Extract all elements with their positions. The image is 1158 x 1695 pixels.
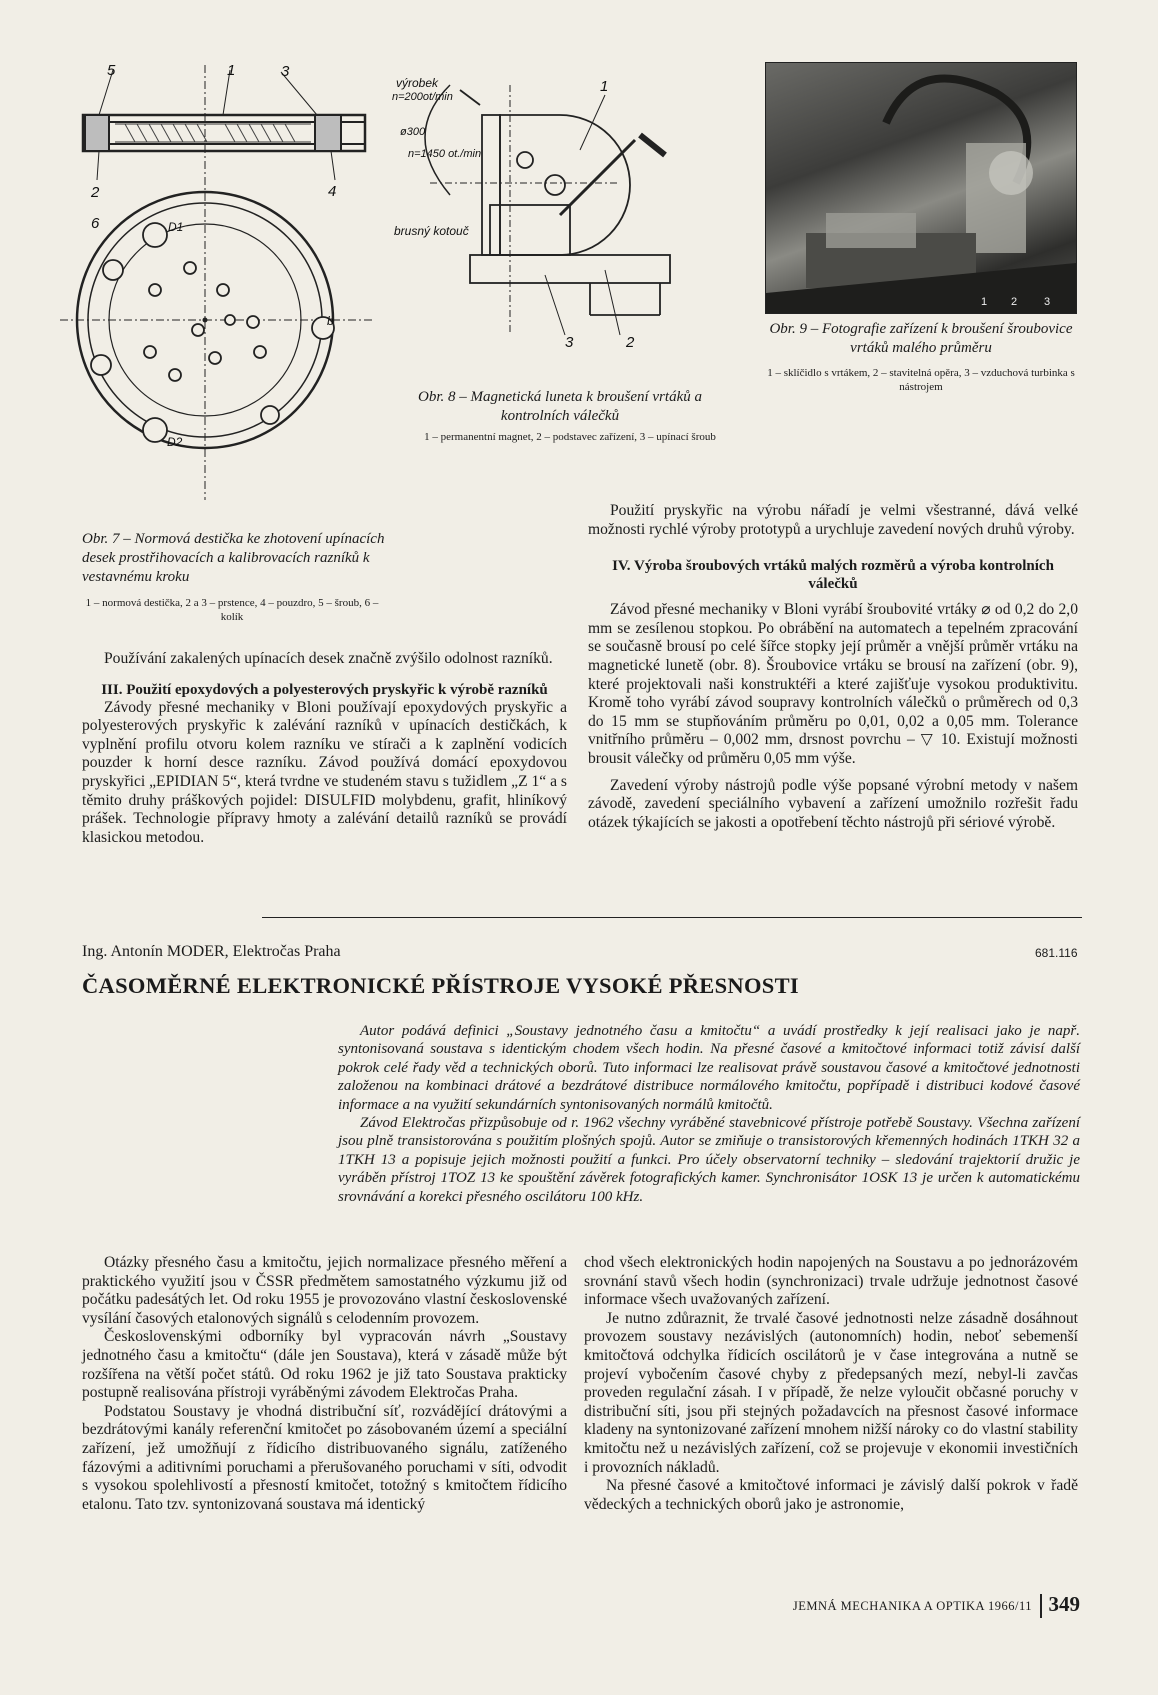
body-paragraph-2: Československými odborníky byl vypracován návrh „Soustavy jednotného času a kmitočtu“ (dále jen Soustava), která v zásadě může být rozšířena na větší počet států. Od roku 1962 je již tato Soustava prakticky postupně realisována přístroji vyráběnými závodem Elektročas Praha. [82, 1328, 567, 1402]
section-4-number: IV. [612, 558, 631, 575]
fig8-label-2: 2 [626, 334, 635, 351]
figure-7-drawing [55, 60, 390, 515]
section-4-title: Výroba šroubových vrtáků malých rozměrů a výroba kontrolních válečků [634, 558, 1054, 593]
footer-separator [1040, 1594, 1042, 1618]
abstract-paragraph-2: Závod Elektročas přizpůsobuje od r. 1962 všechny vyráběné stavebnicové přístroje potřebě Soustavy. Všechna zařízení jsou plně transistorována s použitím plošných spojů. Autor se zmiňuje o transistorových křemenných hodinách 1TKH 32 a 1TKH 13 a popisuje jejich možnosti použití a funkci. Pro účely observatorní techniky – sledování trajektorií družic je vyráběn přístroj 1TOZ 13 ke spouštění závěrek fotografických kamer. Synchronisátor 1OSK 13 je určen k automatickému srovnávání a korekci přesného oscilátoru 100 kHz. [338, 1115, 1080, 1205]
fig7-caption: Obr. 7 – Normová destička ke zhotovení upínacích desek prostřihovacích a kalibrovacích razníků k vestavnému kroku [82, 531, 385, 585]
article-column-right [584, 1254, 1078, 1514]
fig8-label-3: 3 [565, 334, 574, 351]
fig7-label-d1: D1 [168, 220, 184, 234]
body-paragraph-1: Otázky přesného času a kmitočtu, jejich normalizace přesného měření a praktického využití jsou v ČSSR předmětem samostatného výzkumu již od počátku padesátých let. Od roku 1955 je provozováno vlastní československé vysílání časových etalonových signálů s celodenním provozem. [82, 1254, 567, 1327]
article-udc: 681.116 [1035, 946, 1078, 960]
body-paragraph-6: Na přesné časové a kmitočtové informaci je závislý další pokrok v řadě vědeckých a technických oborů jako je astronomie, [584, 1477, 1078, 1513]
body-paragraph-5: Je nutno zdůraznit, že trvalé časové jednotnosti nelze zásadně dosáhnout provozem soustavy nezávislých (autonomních) hodin, neboť sebemenší kmitočtová odchylka řídicích oscilátorů je v čase integrována a nutně se projeví vybočením časové chyby z předepsaných mezí, nebyl-li zavčas proveden regulační zásah. I v případě, že nelze vyloučit občasné poruchy v distribuční síti, jsou při stejných požadavcích na přesnost časové informace kladeny na syntonizované zařízení mnohem nižší nároky co do vlastní stability kmitočtu než u nezávislých zařízení, což se projevuje v ekonomii investičních i provozních nákladů. [584, 1309, 1078, 1476]
fig7-legend: 1 – normová destička, 2 a 3 – prstence, 4 – pouzdro, 5 – šroub, 6 – kolík [85, 597, 379, 623]
figure-9-photo [765, 62, 1077, 314]
fig9-label-2: 2 [1011, 296, 1018, 308]
footer-journal: JEMNÁ MECHANIKA A OPTIKA 1966/11 [792, 1599, 1032, 1613]
page-number: 349 [1048, 1592, 1080, 1616]
figure-8-drawing [390, 75, 700, 375]
fig7-label-2: 2 [91, 184, 100, 201]
right-paragraph-2: Závod přesné mechaniky v Bloni vyrábí šroubovité vrtáky ⌀ od 0,2 do 2,0 mm se zesílenou stopkou. Po obrábění na automatech a tepelném zpracování se současně brousí po celé šířce stopky její průměr a vnější průměr vrtáku na magnetické lunetě (obr. 8). Šroubovice vrtáku se brousí na zařízení (obr. 9), které projektovali naši konstruktéři a které zajišťuje vysokou produktivitu. Kromě toho vyrábí závod soupravy kontrolních válečků o průměrech od 0,3 do 15 mm se stupňováním průměru po 0,01, 0,02 a 0,05 mm. Tolerance vnitřního průměru – 0,002 mm, drsnost povrchu – ▽ 10. Existují možnosti brousit válečky od průměru 0,05 mm výše. [588, 601, 1078, 767]
section-3-title: Použití epoxydových a polyesterových pryskyřic k výrobě razníků [126, 681, 548, 698]
abstract-paragraph-1: Autor podává definici „Soustavy jednotného času a kmitočtu“ a uvádí prostředky k její realisaci jako je např. syntonisovaná soustava s identickým chodem všech hodin. Na přesné časové a kmitočtové informaci totiž závisí další pokrok celé řady věd a technických oborů. Tuto informaci lze realisovat právě soustavou časové a kmitočtové jednotnosti založenou na kombinaci drátové a bezdrátové distribuce normálového kmitočtu, popřípadě i distribuci kodové časové informace a na využití sekundárních syntonisovaných normálů kmitočtů. [338, 1023, 1080, 1113]
article-title: ČASOMĚRNÉ ELEKTRONICKÉ PŘÍSTROJE VYSOKÉ PŘESNOSTI [82, 973, 799, 998]
section-3-heading [82, 681, 567, 699]
right-column [588, 502, 1078, 832]
fig7-label-3: 3 [281, 63, 290, 80]
fig7-label-1: 1 [227, 62, 236, 79]
fig9-label-1: 1 [981, 296, 988, 308]
article-divider [262, 917, 1082, 918]
fig7-label-4: 4 [328, 183, 337, 200]
section-4-heading [588, 557, 1078, 593]
fig9-label-3: 3 [1044, 296, 1051, 308]
fig9-legend: 1 – sklíčidlo s vrtákem, 2 – stavitelná opěra, 3 – vzduchová turbinka s nástrojem [767, 367, 1075, 393]
right-paragraph-1: Použití pryskyřic na výrobu nářadí je velmi všestranné, dává velké možnosti rychlé výroby prototypů a urychluje zavedení nových druhů výroby. [588, 502, 1078, 538]
fig8-caption: Obr. 8 – Magnetická luneta k broušení vrtáků a kontrolních válečků [418, 389, 702, 424]
left-column [82, 650, 567, 847]
right-paragraph-3: Zavedení výroby nástrojů podle výše popsané výrobní metody v našem závodě, zavedení speciálního vybavení a zařízení umožnilo rozřešit řadu otázek týkajících se jakosti a opotřebení těchto nástrojů při sériové výrobě. [588, 776, 1078, 831]
fig9-caption: Obr. 9 – Fotografie zařízení k broušení šroubovice vrtáků malého průměru [769, 321, 1073, 356]
fig8-label-diameter: ø300 [400, 126, 426, 138]
left-paragraph-2: Závody přesné mechaniky v Bloni používají epoxydových pryskyřic a polyesterových pryskyřic k zalévání razníků v upínacích destičkách, k vyplnění profilu otvoru kolem razníku ve stírači a k zaplnění vodicích pouzder k horní desce razníku. Závod používá domácí epoxydovou pryskyřici „EPIDIAN 5“, která tvrdne ve studeném stavu s tužidlem „Z 1“ a s těmito druhy práškových pojidel: DISULFID molybdenu, grafit, hliníkový prášek. Technologie přípravy hmoty a zalévání detailů razníků se provádí klasickou metodou. [82, 698, 567, 846]
fig7-label-d2: D2 [167, 435, 183, 449]
body-paragraph-4: chod všech elektronických hodin napojených na Soustavu a po jednorázovém srovnání stavů všech hodin (synchronizaci) trvale udržuje jednotnost časové informace všech uvažovaných zařízení. [584, 1254, 1078, 1309]
fig7-label-b: b [327, 314, 334, 328]
article-author: Ing. Antonín MODER, Elektročas Praha [82, 943, 341, 960]
fig8-label-rpm-work: n=200ot/min [392, 91, 453, 103]
fig7-label-6: 6 [91, 215, 100, 232]
fig8-label-1: 1 [600, 78, 609, 95]
section-3-number: III. [101, 681, 123, 698]
fig8-legend: 1 – permanentní magnet, 2 – podstavec zařízení, 3 – upínací šroub [424, 431, 716, 443]
article-abstract [338, 1022, 1080, 1206]
fig8-label-grinding-wheel: brusný kotouč [394, 224, 469, 238]
article-column-left [82, 1254, 567, 1514]
left-paragraph-1: Používání zakalených upínacích desek značně zvýšilo odolnost razníků. [104, 650, 553, 667]
body-paragraph-3: Podstatou Soustavy je vhodná distribuční síť, rozvádějící drátovými a bezdrátovými kanály referenční kmitočet po zásobovaném území a speciální zařízení, jež umožňují z řídicího distribuovaného signálu, zatíženého fázovými a aditivními poruchami a přerušovaného poruchami v síti, odvodit s vysokou spolehlivostí a přesností kmitočet, totožný s kmitočtem řídicího etalonu. Tato tzv. syntonizovaná soustava má identický [82, 1402, 567, 1513]
fig8-label-rpm-wheel: n=1450 ot./min [408, 148, 482, 160]
fig7-label-5: 5 [107, 62, 116, 79]
footer [740, 1592, 1080, 1618]
fig8-label-vyrobek: výrobek [396, 76, 439, 90]
